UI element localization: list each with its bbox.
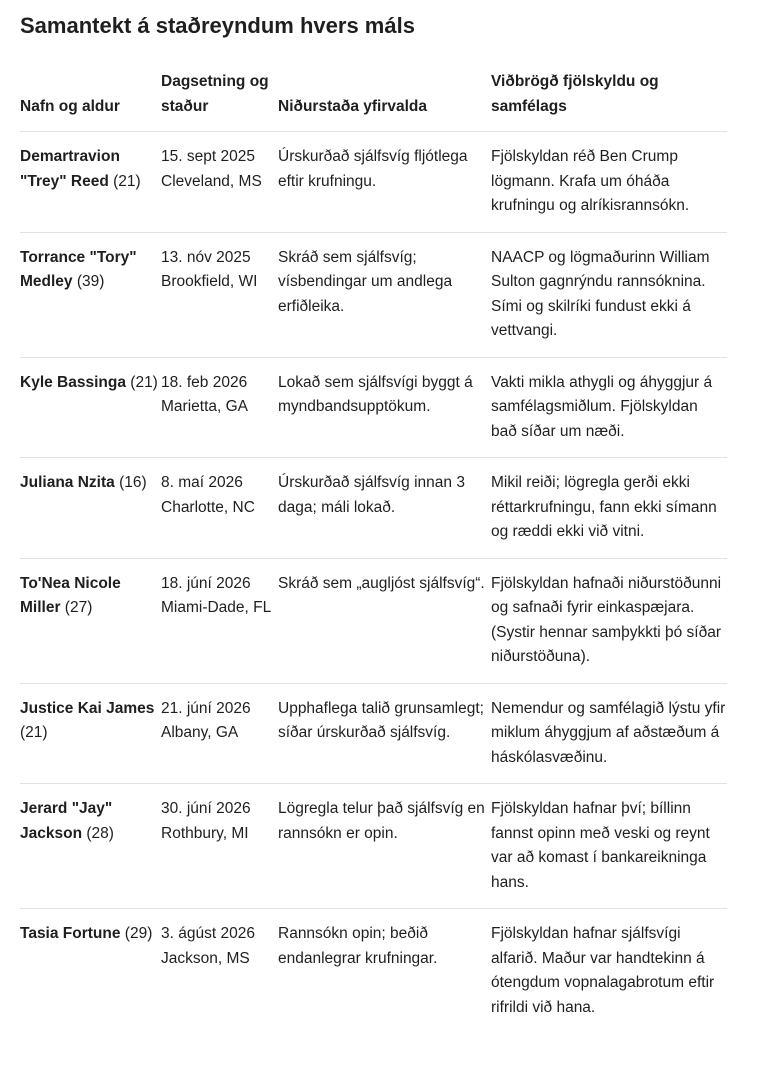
cell-reaction: Fjölskyldan hafnar því; bíllinn fannst opinn með veski og reynt var að komast í bankareikninga hans. — [491, 784, 727, 909]
cell-date-place — [161, 683, 278, 784]
table-row — [20, 458, 727, 559]
cell-authorities: Skráð sem „augljóst sjálfsvíg“. — [278, 558, 491, 683]
cell-name-age — [20, 232, 161, 357]
case-summary-table — [20, 70, 727, 1033]
person-age: (21) — [20, 724, 48, 741]
case-date: 18. feb 2026 — [161, 373, 248, 391]
person-name: Jerard "Jay" Jackson — [20, 800, 113, 842]
case-date: 21. júní 2026 — [161, 699, 251, 717]
cell-reaction: Nemendur og samfélagið lýstu yfir miklum áhyggjum af aðstæðum á háskólasvæðinu. — [491, 683, 727, 784]
case-date: 3. ágúst 2026 — [161, 925, 255, 942]
header-authorities: Niðurstaða yfirvalda — [278, 70, 491, 132]
case-place: Rothbury, MI — [161, 824, 249, 842]
case-place: Miami-Dade, FL — [161, 599, 272, 616]
person-age: (16) — [119, 474, 147, 491]
person-age: (28) — [86, 824, 114, 842]
person-age: (21) — [113, 172, 141, 190]
case-place: Charlotte, NC — [161, 498, 255, 516]
cell-reaction: Fjölskyldan réð Ben Crump lögmann. Krafa um óháða krufningu og alríkisrannsókn. — [491, 132, 727, 233]
cell-name-age — [20, 558, 161, 683]
person-age: (27) — [64, 599, 93, 616]
cell-reaction: Mikil reiði; lögregla gerði ekki réttarkrufningu, fann ekki símann og ræddi ekki við vitni. — [491, 458, 727, 559]
cell-authorities: Lokað sem sjálfsvígi byggt á myndbandsupptökum. — [278, 357, 491, 458]
case-place: Marietta, GA — [161, 398, 248, 415]
case-date: 13. nóv 2025 — [161, 248, 251, 266]
table-row — [20, 784, 727, 909]
cell-authorities: Lögregla telur það sjálfsvíg en rannsókn er opin. — [278, 784, 491, 909]
header-date-place: Dagsetning og staður — [161, 70, 278, 132]
person-name: Demartravion "Trey" Reed — [20, 148, 120, 190]
person-age: (39) — [76, 273, 105, 290]
person-name: To'Nea Nicole Miller — [20, 574, 121, 616]
cell-name-age — [20, 784, 161, 909]
table-body — [20, 132, 727, 1034]
case-date: 15. sept 2025 — [161, 148, 255, 165]
cell-date-place — [161, 357, 278, 458]
person-age: (29) — [124, 925, 153, 942]
case-date: 18. júní 2026 — [161, 574, 251, 592]
case-place: Albany, GA — [161, 724, 239, 741]
person-age: (21) — [130, 373, 158, 391]
cell-authorities: Úrskurðað sjálfsvíg innan 3 daga; máli lokað. — [278, 458, 491, 559]
cell-authorities: Rannsókn opin; beðið endanlegrar krufningar. — [278, 925, 438, 967]
cell-name-age — [20, 458, 161, 559]
header-row — [20, 70, 727, 132]
header-reaction: Viðbrögð fjölskyldu og samfélags — [491, 70, 727, 132]
case-place: Brookfield, WI — [161, 273, 258, 290]
case-place: Jackson, MS — [161, 949, 250, 967]
cell-reaction: Fjölskyldan hafnar sjálfsvígi alfarið. Maður var handtekinn á ótengdum vopnalagabrotum eftir rifrildi við hana. — [491, 925, 715, 1016]
cell-date-place — [161, 909, 278, 1034]
cell-name-age — [20, 132, 161, 233]
person-name: Tasia Fortune — [20, 925, 121, 942]
cell-name-age — [20, 909, 161, 1034]
person-name: Justice Kai James — [20, 699, 155, 717]
cell-date-place — [161, 784, 278, 909]
table-row — [20, 132, 727, 233]
cell-authorities: Úrskurðað sjálfsvíg fljótlega eftir krufningu. — [278, 132, 491, 233]
cell-reaction: Fjölskyldan hafnaði niðurstöðunni og safnaði fyrir einkaspæjara. (Systir hennar samþykkti þó síðar niðurstöðuna). — [491, 558, 727, 683]
cell-name-age — [20, 683, 161, 784]
person-name: Kyle Bassinga — [20, 373, 126, 391]
case-place: Cleveland, MS — [161, 172, 262, 190]
cell-reaction: Vakti mikla athygli og áhyggjur á samfélagsmiðlum. Fjölskyldan bað síðar um næði. — [491, 357, 727, 458]
table-row — [20, 558, 727, 683]
cell-date-place — [161, 232, 278, 357]
cell-authorities: Skráð sem sjálfsvíg; vísbendingar um andlega erfiðleika. — [278, 232, 491, 357]
case-date: 30. júní 2026 — [161, 800, 251, 817]
header-name-age: Nafn og aldur — [20, 70, 161, 132]
table-row — [20, 232, 727, 357]
cell-reaction: NAACP og lögmaðurinn William Sulton gagnrýndu rannsóknina. Sími og skilríki fundust ekki á vettvangi. — [491, 232, 727, 357]
table-row — [20, 909, 727, 1034]
cell-name-age — [20, 357, 161, 458]
page-title: Samantekt á staðreyndum hvers máls — [20, 13, 415, 38]
table-header — [20, 70, 727, 132]
table-row — [20, 683, 727, 784]
cell-authorities: Upphaflega talið grunsamlegt; síðar úrskurðað sjálfsvíg. — [278, 683, 491, 784]
cell-date-place — [161, 558, 278, 683]
person-name: Torrance "Tory" Medley — [20, 248, 137, 290]
table-row — [20, 357, 727, 458]
cell-date-place — [161, 132, 278, 233]
person-name: Juliana Nzita — [20, 474, 115, 491]
cell-date-place — [161, 458, 278, 559]
case-date: 8. maí 2026 — [161, 474, 243, 491]
